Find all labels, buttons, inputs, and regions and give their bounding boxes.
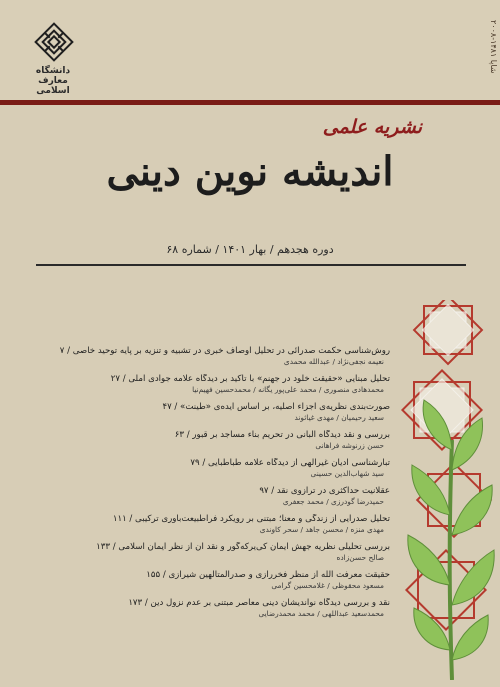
- maroon-divider: [0, 100, 500, 105]
- article-title: صورت‌بندی نظریه‌ی اجزاء اصلیه، بر اساس ایده‌ی «طینت» / ۴۷: [162, 402, 390, 412]
- article-authors: محمدهادی منصوری / محمد علی‌پور یگانه / محمدحسین فهیم‌نیا: [192, 385, 384, 394]
- kufic-square-logo-icon: [34, 22, 74, 67]
- article-title: حقیقت معرفت الله از منظر فخررازی و صدرالمتألهین شیرازی / ۱۵۵: [146, 570, 390, 580]
- journal-type-label: نشریه علمی: [322, 116, 422, 138]
- list-item: [30, 486, 390, 507]
- article-authors: سید شهاب‌الدین حسینی: [310, 469, 384, 478]
- article-title: بررسی و نقد دیدگاه البانی در تحریم بناء مساجد بر قبور / ۶۳: [174, 430, 390, 440]
- table-of-contents: [30, 346, 390, 626]
- article-authors: سعید رحیمیان / مهدی غیاثوند: [294, 413, 384, 422]
- list-item: [30, 598, 390, 619]
- list-item: [30, 430, 390, 451]
- article-authors: نعیمه نجفی‌نژاد / عبدالله محمدی: [283, 357, 384, 366]
- list-item: [30, 514, 390, 535]
- article-authors: صالح حسن‌زاده: [336, 553, 384, 562]
- leaf-stem: [450, 440, 452, 680]
- article-title: تحلیل صدرایی از زندگی و معنا؛ مبتنی بر رویکرد فراطبیعت‌باوری ترکیبی / ۱۱۱: [112, 514, 390, 524]
- article-title: نقد و بررسی دیدگاه نواندیشان دینی معاصر مبتنی بر عدم نزول دین / ۱۷۳: [128, 598, 390, 608]
- list-item: [30, 402, 390, 423]
- list-item: [30, 346, 390, 367]
- article-authors: حسن زرنوشه فراهانی: [315, 441, 384, 450]
- journal-title: اندیشه نوین دینی: [106, 148, 394, 195]
- article-title: بررسی تحلیلی نظریه جهش ایمان کی‌یرکه‌گور و نقد آن از نظر ایمان اسلامی / ۱۳۳: [96, 542, 390, 552]
- university-name: دانشگاه معارف اسلامی: [35, 66, 71, 96]
- article-authors: حمیدرضا گودرزی / محمد جعفری: [282, 497, 384, 506]
- list-item: [30, 542, 390, 563]
- article-title: روش‌شناسی حکمت صدرائی در تحلیل اوصاف خبری در تشبیه و تنزیه بر پایه توحید خاصی / ۷: [59, 346, 390, 356]
- list-item: [30, 374, 390, 395]
- decorative-stars-and-leaves: [390, 300, 500, 680]
- article-title: تحلیل مبنایی «حقیقت خلود در جهنم» با تأکید بر دیدگاه علامه جوادی آملی / ۲۷: [110, 374, 390, 384]
- article-authors: مسعود محقوظی / غلامحسین گرامی: [271, 581, 384, 590]
- article-authors: محمدسعید عبداللهی / محمد محمدرضایی: [258, 609, 384, 618]
- list-item: [30, 570, 390, 591]
- article-title: عقلانیت حداکثری در ترازوی نقد / ۹۷: [259, 486, 390, 496]
- horizontal-rule: [36, 264, 466, 266]
- issn-label: شاپا ۱۴۸۱-۲۰۰۸: [489, 20, 498, 74]
- issue-line: دوره هجدهم / بهار ۱۴۰۱ / شماره ۶۸: [166, 243, 334, 256]
- article-authors: مهدی منزه / محسن جاهد / سحر کاوندی: [259, 525, 384, 534]
- list-item: [30, 458, 390, 479]
- article-title: تبارشناسی ادیان غیرالهی از دیدگاه علامه طباطبایی / ۷۹: [190, 458, 390, 468]
